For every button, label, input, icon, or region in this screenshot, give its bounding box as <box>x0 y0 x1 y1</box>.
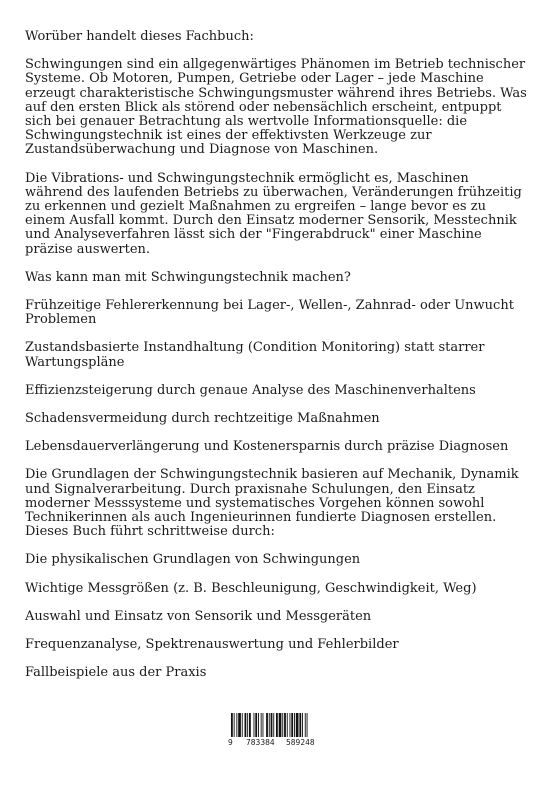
uses-question: Was kann man mit Schwingungstechnik machen? <box>25 269 351 285</box>
barcode-bar <box>284 713 286 737</box>
barcode-bar <box>242 713 243 737</box>
fundamentals-paragraph: Die Grundlagen der Schwingungstechnik basieren auf Mechanik, Dynamik und Signalverarbeitung. Durch praxisnahe Schulungen, den Einsatz moderner Messsysteme und systematisches Vorgehen können sowohl Technikerinnen als auch Ingenieurinnen fundierte Diagnosen erstellen. Dieses Buch führt schrittweise durch: <box>25 467 519 540</box>
topic-item: Fallbeispiele aus der Praxis <box>25 665 207 681</box>
barcode-bar <box>261 713 262 737</box>
barcode-group-right: 589248 <box>286 738 315 747</box>
barcode-bar <box>255 713 257 737</box>
use-item: Effizienzsteigerung durch genaue Analyse des Maschinenverhaltens <box>25 382 476 398</box>
use-item: Schadensvermeidung durch rechtzeitige Maßnahmen <box>25 411 380 427</box>
barcode-bar <box>294 713 295 737</box>
barcode-digit-first: 9 <box>228 738 233 747</box>
barcode-bar <box>269 713 270 737</box>
barcode-bar <box>287 713 288 737</box>
barcode-bar <box>276 713 278 737</box>
barcode-bar <box>236 713 237 737</box>
intro-paragraph: Schwingungen sind ein allgegenwärtiges Phänomen im Betrieb technischer Systeme. Ob Motoren, Pumpen, Getriebe oder Lager – jede Maschine erzeugt charakteristische Schwingungsmuster während ihres Betriebs. Was auf den ersten Blick als störend oder nebensächlich erscheint, entpuppt sich bei genauer Betrachtung als wertvolle Informationsquelle: die Schwingungstechnik ist eines der effektivsten Werkzeuge zur Zustandsüberwachung und Diagnose von Maschinen. <box>25 57 527 158</box>
barcode-bar <box>249 713 251 737</box>
barcode-bar <box>271 713 273 737</box>
barcode-bar <box>238 713 241 737</box>
barcode-bar <box>307 713 308 737</box>
barcode-bar <box>290 713 291 737</box>
barcode-bar <box>302 713 303 737</box>
barcode-number <box>225 738 321 747</box>
barcode-bar <box>291 713 293 737</box>
topic-item: Die physikalischen Grundlagen von Schwingungen <box>25 552 361 568</box>
barcode-bar <box>282 713 283 737</box>
topic-item: Wichtige Messgrößen (z. B. Beschleunigung, Geschwindigkeit, Weg) <box>25 580 477 596</box>
barcode-bar <box>305 713 306 737</box>
monitoring-paragraph: Die Vibrations- und Schwingungstechnik ermöglicht es, Maschinen während des laufenden Betriebs zu überwachen, Veränderungen frühzeitig zu erkennen und gezielt Maßnahmen zu ergreifen – lange bevor es zu einem Ausfall kommt. Durch den Einsatz moderner Sensorik, Messtechnik und Analyseverfahren lässt sich der "Fingerabdruck" einer Maschine präzise auswerten. <box>25 170 522 257</box>
barcode-bar <box>266 713 268 737</box>
barcode-bar <box>273 713 274 737</box>
barcode-bar <box>231 713 233 737</box>
barcode-bar <box>279 713 282 737</box>
barcode-bar <box>263 713 264 737</box>
use-item: Zustandsbasierte Instandhaltung (Condition Monitoring) statt starrer Wartungspläne <box>25 340 485 370</box>
barcode-group-left: 783384 <box>246 738 275 747</box>
topic-item: Auswahl und Einsatz von Sensorik und Messgeräten <box>25 608 372 624</box>
page-heading: Worüber handelt dieses Fachbuch: <box>25 29 254 44</box>
barcode-bar <box>245 713 247 737</box>
use-item: Lebensdauerverlängerung und Kostenersparnis durch präzise Diagnosen <box>25 439 509 455</box>
use-item: Frühzeitige Fehlererkennung bei Lager-, Wellen-, Zahnrad- oder Unwucht Problemen <box>25 298 514 328</box>
barcode-bar <box>296 713 299 737</box>
barcode-bars <box>225 713 321 737</box>
barcode-bar <box>247 713 248 737</box>
topic-item: Frequenzanalyse, Spektrenauswertung und Fehlerbilder <box>25 637 399 653</box>
barcode-bar <box>234 713 235 737</box>
barcode-bar <box>299 713 301 737</box>
barcode-bar <box>258 713 259 737</box>
isbn-barcode <box>225 713 321 747</box>
barcode-bar <box>254 713 255 737</box>
